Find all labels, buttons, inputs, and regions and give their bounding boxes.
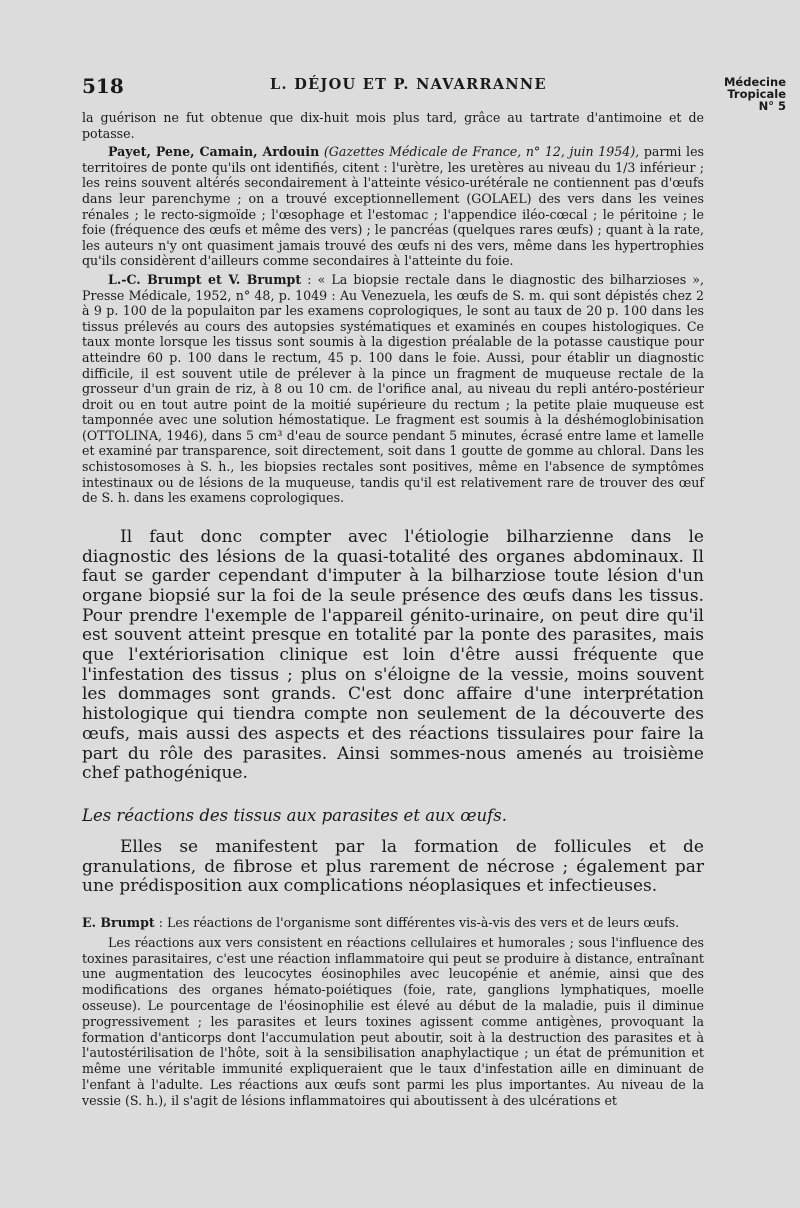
citation-author: E. Brumpt <box>82 915 155 931</box>
paragraph-reactions: Elles se manifestent par la formation de follicules et de granulations, de fibrose et plus rarement de nécrose ; également par une prédisposition aux complications néoplasiques et infectieuses. <box>82 836 704 897</box>
article-body <box>82 110 704 1113</box>
journal-line-1: Médecine <box>723 75 786 89</box>
citation-source: (Gazettes Médicale de France, n° 12, juin 1954), <box>323 144 640 160</box>
page-header <box>0 74 800 113</box>
paragraph-etiology: Il faut donc compter avec l'étiologie bilharzienne dans le diagnostic des lésions de la quasi-totalité des organes abdominaux. Il faut se garder cependant d'imputer à la bilharziose toute lésion d'un organe biopsié sur la foi de la seule présence des œufs dans les tissus. Pour prendre l'exemple de l'appareil génito-urinaire, on peut dire qu'il est souvent atteint presque en totalité par la ponte des parasites, mais que l'extériorisation clinique est loin d'être aussi fréquente que l'infestation des tissus ; plus on s'éloigne de la vessie, moins souvent les dommages sont grands. C'est donc affaire d'une interprétation histologique qui tiendra compte non seulement de la découverte des œufs, mais aussi des aspects et des réactions tissulaires pour faire la part du rôle des parasites. Ainsi sommes-nous amenés au troisième chef pathogénique. <box>82 526 704 784</box>
journal-line-3: N° 5 <box>758 99 786 113</box>
paragraph-continuation: la guérison ne fut obtenue que dix-huit mois plus tard, grâce au tartrate d'antimoine et de potasse. <box>82 110 704 141</box>
paragraph-vers: Les réactions aux vers consistent en réactions cellulaires et humorales ; sous l'influence des toxines parasitaires, c'est une réaction inflammatoire qui peut se produire à distance, entraînant une augmentation des leucocytes éosinophiles avec leucopénie et anémie, ainsi que des modifications des organes hémato-poiétiques (foie, rate, ganglions lymphatiques, moelle osseuse). Le pourcentage de l'éosinophilie est élevé au début de la maladie, puis il diminue progressivement ; les parasites et leurs toxines agissent comme antigènes, provoquant la formation d'anticorps dont l'accumulation peut aboutir, soit à la destruction des parasites et à l'autostérilisation de l'hôte, soit à la sensibilisation anaphylactique ; un état de prémunition et même une véritable immunité expliqueraient que le taux d'infestation aille en diminuant de l'enfant à l'adulte. Les réactions aux œufs sont parmi les plus importantes. Au niveau de la vessie (S. h.), il s'agit de lésions inflammatoires qui aboutissent à des ulcérations et <box>82 934 704 1108</box>
citation-authors: L.-C. Brumpt et V. Brumpt <box>108 271 302 287</box>
paragraph-brumpt <box>82 272 704 506</box>
page-number: 518 <box>82 74 124 98</box>
paragraph-e-brumpt <box>82 915 704 931</box>
journal-line-2: Tropicale <box>727 87 786 101</box>
paragraph-text: parmi les territoires de ponte qu'ils ont identifiés, citent : l'urètre, les uretères au niveau du 1/3 inférieur ; les reins souvent altérés secondairement à l'atteinte vésico-urétérale ne contiennent pas d'œufs dans leur parenchyme ; on a trouvé exceptionnellement (GOLAEL) des vers dans les veines rénales ; le recto-sigmoïde ; l'œsophage et l'estomac ; l'appendice iléo-cœcal ; le péritoine ; le foie (fréquence des œufs et même des vers) ; le pancréas (quelques rares œufs) ; quant à la rate, les auteurs n'y ont quasiment jamais trouvé des œufs ni des vers, même dans les hypertrophies qu'ils considèrent d'ailleurs comme secondaires à l'atteinte du foie. <box>82 144 704 269</box>
paragraph-payet <box>82 144 704 269</box>
main-text-block-2 <box>82 838 704 897</box>
paragraph-text: : Les réactions de l'organisme sont différentes vis-à-vis des vers et de leurs œufs. <box>154 915 680 931</box>
journal-label <box>724 76 786 112</box>
section-heading: Les réactions des tissus aux parasites et aux œufs. <box>82 805 507 825</box>
paragraph-text: : « La biopsie rectale dans le diagnostic des bilharzioses », Presse Médicale, 1952, n° 48, p. 1049 : Au Venezuela, les œufs de S. m. qui sont dépistés chez 2 à 9 p. 100 de la populaiton par les examens coprologiques, le sont au taux de 20 p. 100 dans les tissus prélevés au cours des autopsies systématiques et examinés en coupes histologiques. Ce taux monte lorsque les tissus sont soumis à la digestion préalable de la potasse caustique pour atteindre 60 p. 100 dans le rectum, 45 p. 100 dans le foie. Aussi, pour établir un diagnostic difficile, il est souvent utile de prélever à la pince un fragment de muqueuse rectale de la grosseur d'un grain de riz, à 8 ou 10 cm. de l'orifice anal, au niveau du repli antéro-postérieur droit ou en tout autre point de la moitié supérieure du rectum ; la petite plaie muqueuse est tamponnée avec une solution hémostatique. Le fragment est soumis à la déshémoglobinisation (OTTOLINA, 1946), dans 5 cm³ d'eau de source pendant 5 minutes, écrasé entre lame et lamelle et examiné par transparence, soit directement, soit dans 1 goutte de gomme au chloral. Dans les schistosomoses à S. h., les biopsies rectales sont positives, même en l'absence de symptômes intestinaux ou de lésions de la muqueuse, tandis qu'il est relativement rare de trouver des œuf de S. h. dans les examens coprologiques. <box>82 271 704 506</box>
running-title: L. DÉJOU ET P. NAVARRANNE <box>270 76 547 93</box>
main-text-block <box>82 528 704 784</box>
citation-authors: Payet, Pene, Camain, Ardouin <box>108 144 320 160</box>
small-print-block <box>82 110 704 506</box>
small-print-block-2 <box>82 915 704 1109</box>
